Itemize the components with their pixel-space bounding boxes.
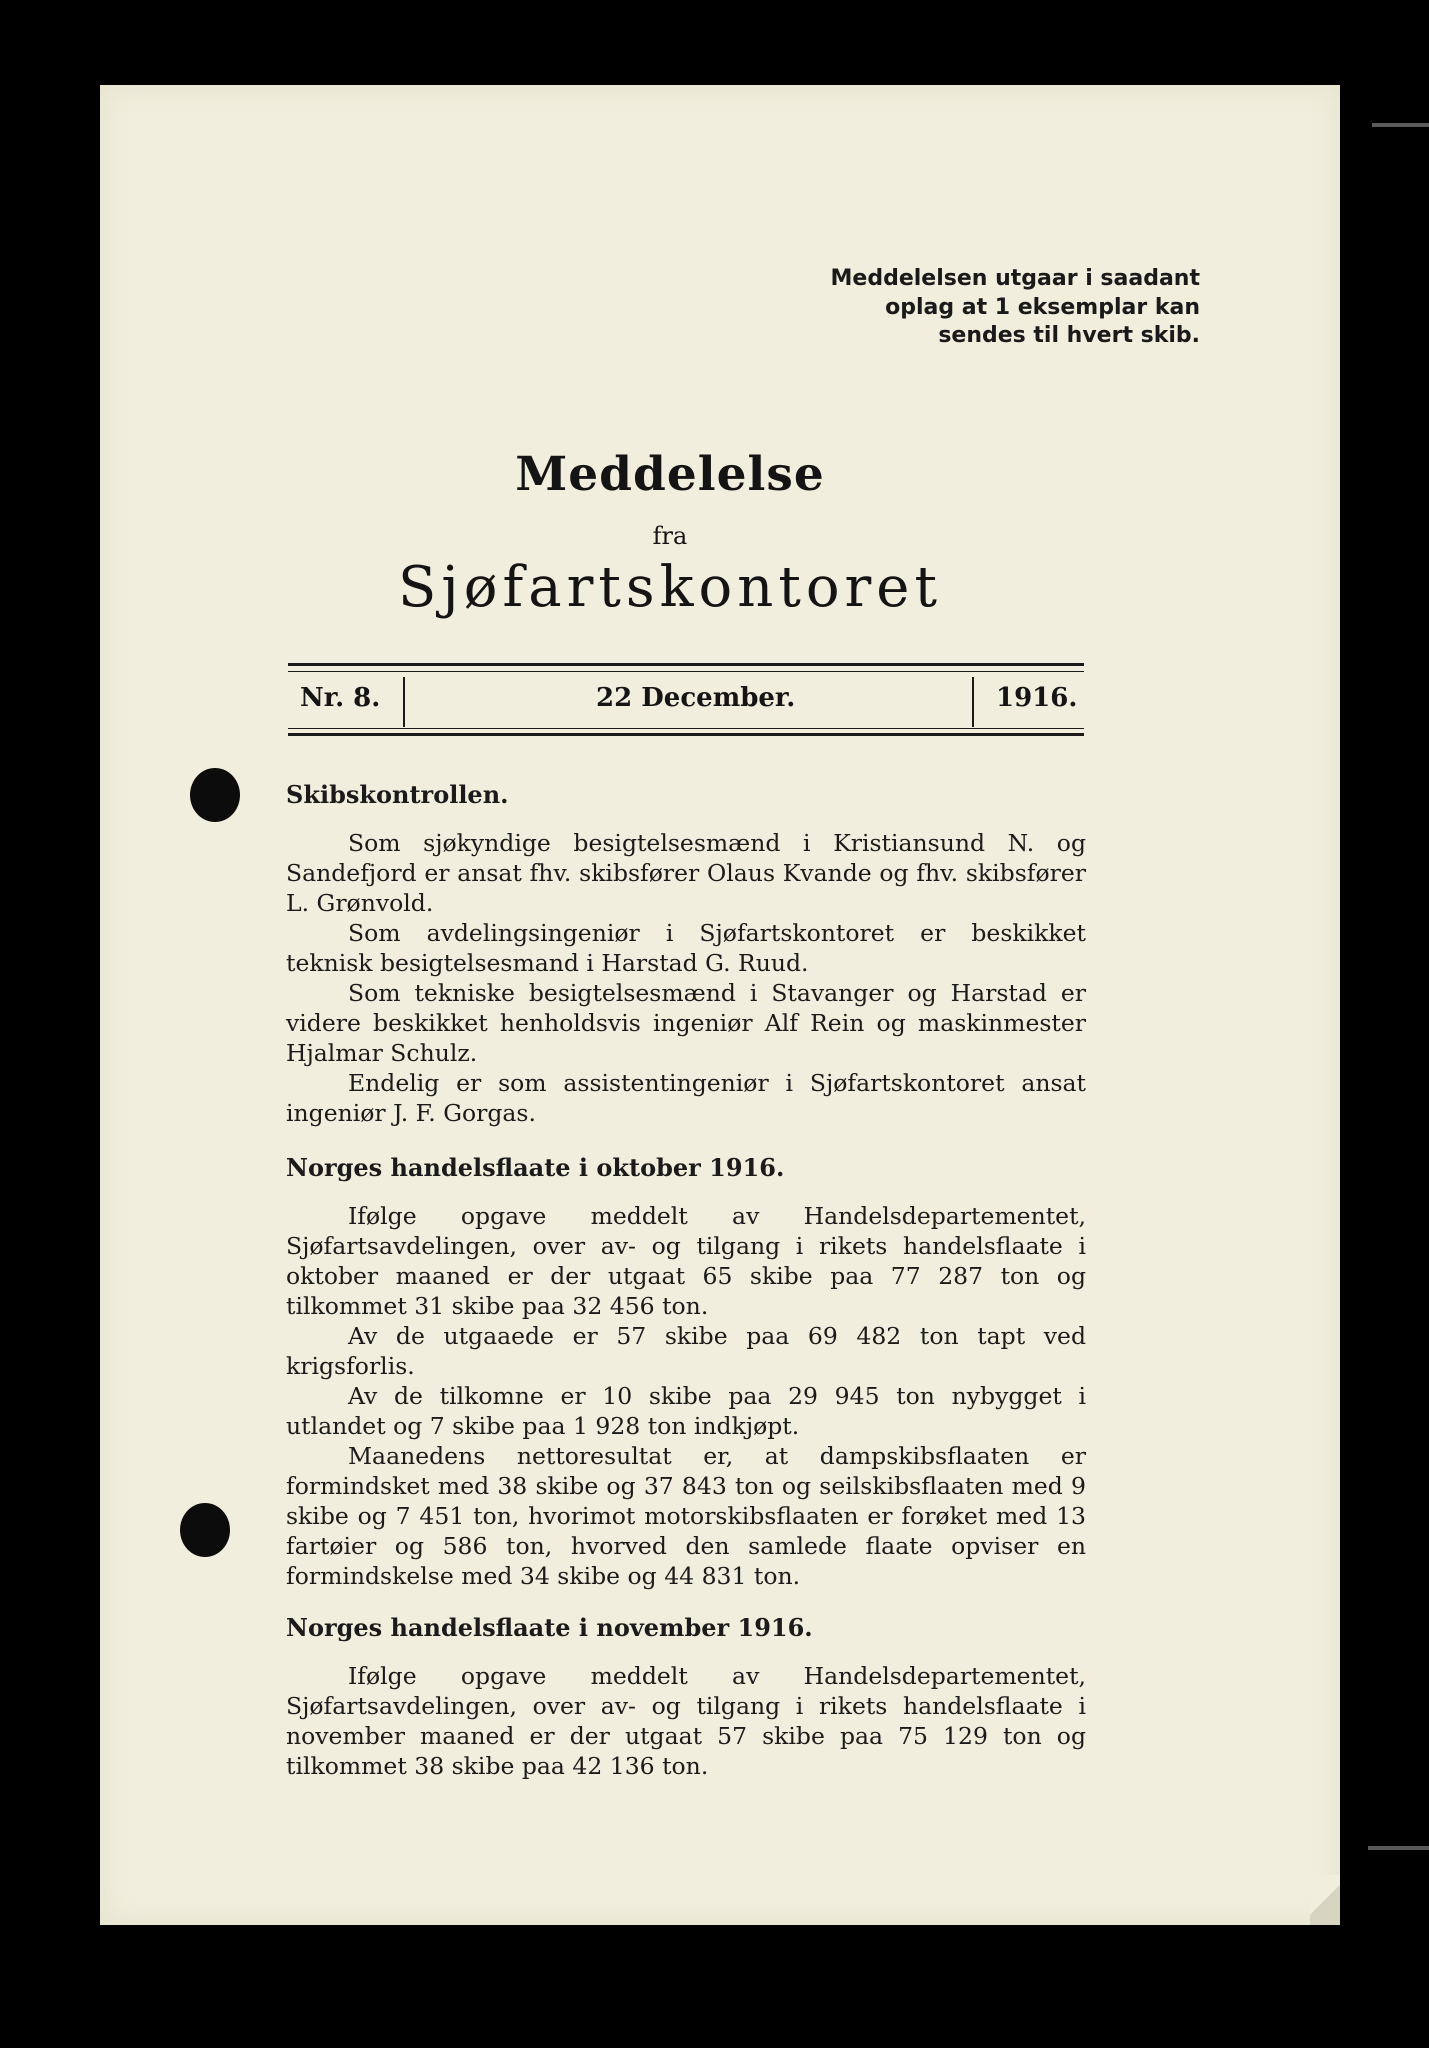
paragraph: Ifølge opgave meddelt av Handelsdepartementet, Sjøfartsavdelingen, over av- og tilgang i rikets handelsflaate i oktober maaned er der utgaat 65 skibe paa 77 287 ton og tilkommet 31 skibe paa 32 456 ton. [286,1202,1086,1320]
distribution-notice [760,265,1200,351]
notice-line-3: sendes til hvert skib. [938,323,1200,349]
issue-year: 1916. [996,683,1078,713]
paragraph: Maanedens nettoresultat er, at dampskibsflaaten er formindsket med 38 skibe og 37 843 ton og seilskibsflaaten med 9 skibe og 7 451 ton, hvorimot motorskibsflaaten er forøket med 13 fartøier og 586 ton, hvorved den samlede flaate opviser en formindskelse med 34 skibe og 44 831 ton. [286,1442,1086,1590]
section-fleet-october [286,1153,1086,1591]
section-heading: Skibskontrollen. [286,780,509,809]
masthead-from: fra [652,522,688,550]
paragraph: Ifølge opgave meddelt av Handelsdepartementet, Sjøfartsavdelingen, over av- og tilgang i rikets handelsflaate i november maaned er der utgaat 57 skibe paa 75 129 ton og tilkommet 38 skibe paa 42 136 ton. [286,1662,1086,1780]
scan-edge-mark-top [1372,123,1429,127]
section-fleet-november [286,1613,1086,1781]
section-heading: Norges handelsflaate i november 1916. [286,1613,813,1642]
paragraph: Som tekniske besigtelsesmænd i Stavanger og Harstad er videre beskikket henholdsvis ingeniør Alf Rein og maskinmester Hjalmar Schulz. [286,979,1086,1067]
bulletin-body [286,780,1086,1781]
issue-number: Nr. 8. [300,683,381,713]
notice-line-2: oplag at 1 eksemplar kan [885,294,1200,320]
punch-hole-bottom [180,1503,230,1557]
folded-corner [1310,1875,1340,1925]
masthead-office: Sjøfartskontoret [398,555,942,620]
header-divider-right [972,677,974,727]
header-rule-bottom-thin [288,728,1084,729]
notice-line-1: Meddelelsen utgaar i saadant [830,266,1200,291]
paragraph: Av de utgaaede er 57 skibe paa 69 482 ton tapt ved krigsforlis. [286,1322,1086,1380]
paragraph: Av de tilkomne er 10 skibe paa 29 945 ton nybygget i utlandet og 7 skibe paa 1 928 ton indkjøpt. [286,1382,1086,1440]
scan-edge-mark-bottom [1368,1846,1429,1850]
paragraph: Endelig er som assistentingeniør i Sjøfartskontoret ansat ingeniør J. F. Gorgas. [286,1069,1086,1127]
header-rule-bottom [288,733,1084,736]
punch-hole-top [190,768,240,822]
header-rule-top-thin [288,671,1084,672]
section-heading: Norges handelsflaate i oktober 1916. [286,1153,785,1182]
paragraph: Som sjøkyndige besigtelsesmænd i Kristiansund N. og Sandefjord er ansat fhv. skibsfører Olaus Kvande og fhv. skibsfører L. Grønvold. [286,829,1086,917]
document-page [100,85,1340,1925]
masthead-title: Meddelelse [515,447,825,502]
issue-date: 22 December. [596,683,796,713]
section-ship-control [286,780,1086,1128]
header-rule-top [288,663,1084,666]
header-divider-left [403,677,405,727]
paragraph: Som avdelingsingeniør i Sjøfartskontoret er beskikket teknisk besigtelsesmand i Harstad G. Ruud. [286,919,1086,977]
